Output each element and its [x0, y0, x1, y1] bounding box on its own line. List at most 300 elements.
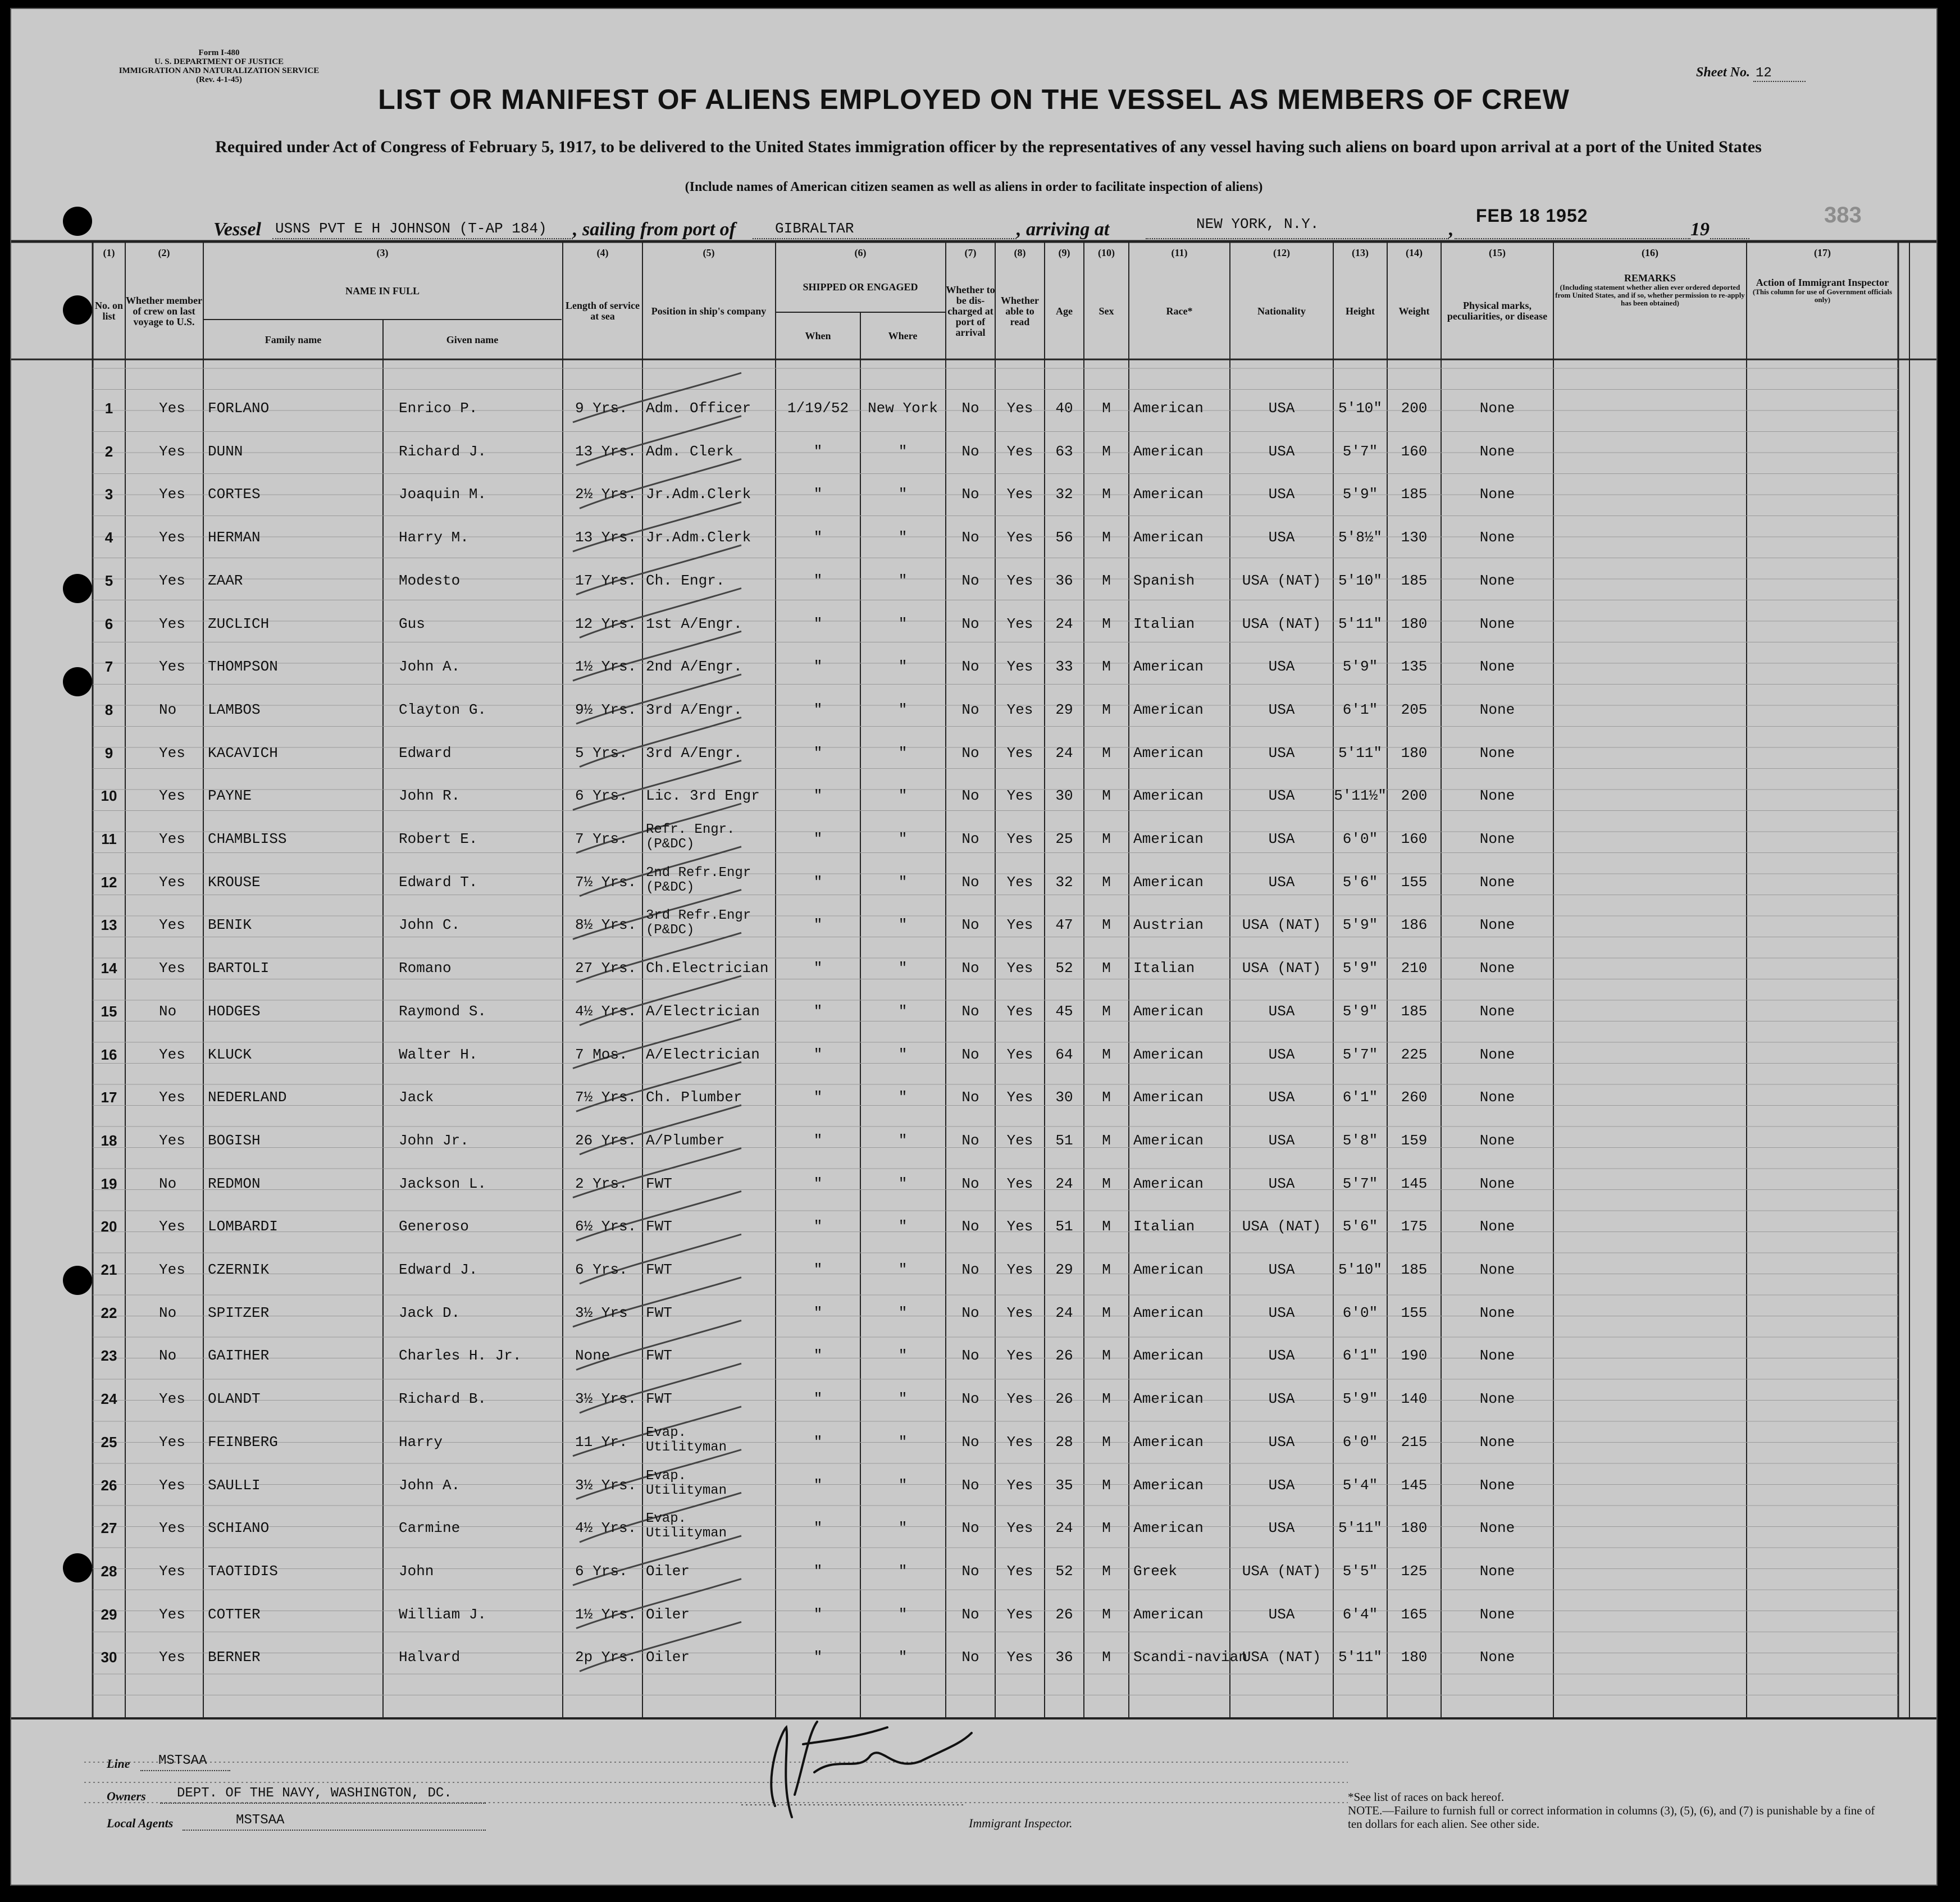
cell-age: 64 — [1055, 1046, 1073, 1063]
header-where: Where — [888, 330, 918, 341]
cell-marks: None — [1479, 529, 1515, 546]
cell-sex: M — [1102, 572, 1111, 589]
cell-nationality: USA — [1268, 529, 1295, 546]
inspector-signature — [741, 1711, 1000, 1823]
cell-height: 6'4" — [1342, 1605, 1378, 1623]
cell-member: Yes — [159, 400, 185, 417]
cell-position: Evap. Utilityman — [646, 1425, 727, 1455]
cell-family: PAYNE — [208, 787, 252, 805]
cell-nationality: USA (NAT) — [1242, 916, 1321, 934]
revision-date: (Rev. 4-1-45) — [196, 75, 242, 84]
header-no-on-list: No. on list — [94, 300, 123, 322]
header-remarks — [1553, 263, 1747, 359]
cell-height: 5'11½" — [1334, 787, 1387, 805]
cell-sex: M — [1102, 873, 1111, 891]
cell-race: Greek — [1133, 1562, 1178, 1580]
cell-discharged: No — [961, 831, 979, 847]
cell-height: 6'0" — [1342, 831, 1378, 847]
column-number: (16) — [1642, 247, 1658, 258]
cell-discharged: No — [961, 1562, 979, 1580]
cell-race: American — [1133, 1605, 1204, 1623]
cell-weight: 165 — [1401, 1605, 1428, 1623]
cell-age: 32 — [1055, 486, 1073, 503]
cell-read: Yes — [1006, 529, 1033, 546]
agents-label: Local Agents — [107, 1816, 174, 1830]
cell-weight: 200 — [1401, 400, 1428, 417]
cell-height: 5'8½" — [1338, 529, 1382, 546]
cell-sex: M — [1102, 1132, 1111, 1149]
cell-marks: None — [1479, 1605, 1515, 1623]
vessel-line: Vessel USNS PVT E H JOHNSON (T-AP 184) , sailing from port of GIBRALTAR , arriving at NEW YORK, N.Y. , 19 — [213, 216, 1842, 244]
cell-sex: M — [1102, 1002, 1111, 1020]
cell-marks: None — [1479, 1261, 1515, 1278]
cell-height: 6'1" — [1342, 701, 1378, 718]
cell-race: Italian — [1133, 960, 1195, 977]
cell-position: Jr.Adm.Clerk — [646, 529, 751, 546]
cell-discharged: No — [961, 572, 979, 589]
cell-nationality: USA — [1268, 1261, 1295, 1278]
department-name: U. S. DEPARTMENT OF JUSTICE — [154, 57, 284, 66]
cell-no: 27 — [101, 1520, 117, 1537]
cell-family: FORLANO — [208, 400, 270, 417]
cell-marks: None — [1479, 787, 1515, 805]
cell-age: 28 — [1055, 1433, 1073, 1451]
header-position: Position in ship's company — [651, 305, 767, 317]
cell-read: Yes — [1006, 1132, 1033, 1149]
column-number: (7) — [964, 247, 977, 258]
cell-service: 12 Yrs. — [575, 615, 637, 632]
cell-member: Yes — [159, 960, 185, 977]
cell-member: Yes — [159, 1605, 185, 1623]
cell-sex: M — [1102, 1261, 1111, 1278]
cell-given: Charles H. Jr. — [399, 1347, 522, 1365]
cell-weight: 185 — [1401, 486, 1428, 503]
cell-height: 5'11" — [1338, 1520, 1382, 1537]
inspector-label: Immigrant Inspector. — [969, 1816, 1073, 1830]
cell-when: " — [813, 1605, 823, 1623]
cell-marks: None — [1479, 1520, 1515, 1537]
cell-family: SAULLI — [208, 1476, 261, 1494]
cell-height: 5'7" — [1342, 1046, 1378, 1063]
cell-when: " — [813, 1046, 823, 1063]
cell-no: 9 — [104, 744, 113, 761]
cell-service: 7 Mos. — [575, 1046, 628, 1063]
cell-age: 47 — [1055, 916, 1073, 934]
header-remarks-title: REMARKS — [1624, 272, 1676, 284]
cell-sex: M — [1102, 1520, 1111, 1537]
cell-when: " — [813, 1562, 823, 1580]
cell-member: Yes — [159, 1261, 185, 1278]
header-sex: Sex — [1098, 305, 1114, 317]
cell-nationality: USA — [1268, 1046, 1295, 1063]
cell-member: Yes — [159, 744, 185, 761]
cell-no: 6 — [104, 615, 113, 632]
cell-read: Yes — [1006, 1605, 1033, 1623]
cell-marks: None — [1479, 1433, 1515, 1451]
arriving-label: , arriving at — [1017, 219, 1110, 240]
cell-where: " — [898, 1605, 908, 1623]
cell-member: Yes — [159, 873, 185, 891]
cell-discharged: No — [961, 658, 979, 676]
cell-when: " — [813, 916, 823, 934]
cell-height: 5'9" — [1342, 486, 1378, 503]
note-text: NOTE.—Failure to furnish full or correct information in columns (3), (5), (6), and (7) is punishable by a fine of ten dollars for each alien. See other side. — [1348, 1804, 1875, 1831]
cell-sex: M — [1102, 960, 1111, 977]
cell-when: " — [813, 744, 823, 761]
cell-service: 6 Yrs. — [575, 1562, 628, 1580]
cell-race: American — [1133, 1175, 1204, 1192]
cell-sex: M — [1102, 1605, 1111, 1623]
cell-discharged: No — [961, 1132, 979, 1149]
cell-read: Yes — [1006, 1520, 1033, 1537]
cell-race: American — [1133, 658, 1204, 676]
cell-weight: 180 — [1401, 744, 1428, 761]
cell-member: Yes — [159, 572, 185, 589]
cell-nationality: USA — [1268, 1132, 1295, 1149]
cell-when: " — [813, 1089, 823, 1106]
cell-service: 6 Yrs. — [575, 1261, 628, 1278]
cell-family: FEINBERG — [208, 1433, 278, 1451]
cell-member: Yes — [159, 1649, 185, 1666]
cell-family: BERNER — [208, 1649, 261, 1666]
cell-service: 26 Yrs. — [575, 1132, 637, 1149]
cell-marks: None — [1479, 916, 1515, 934]
cell-age: 25 — [1055, 831, 1073, 847]
cell-service: 4½ Yrs. — [575, 1002, 637, 1020]
cell-service: None — [575, 1347, 610, 1365]
cell-sex: M — [1102, 1218, 1111, 1235]
stamp-number: 383 — [1824, 203, 1862, 227]
cell-when: " — [813, 1261, 823, 1278]
cell-given: William J. — [399, 1605, 487, 1623]
cell-when: " — [813, 529, 823, 546]
cell-age: 51 — [1055, 1218, 1073, 1235]
cell-when: " — [813, 1347, 823, 1365]
cell-no: 14 — [101, 960, 117, 977]
cell-member: No — [159, 701, 177, 718]
cell-marks: None — [1479, 1390, 1515, 1408]
cell-position: Ch. Engr. — [646, 572, 725, 589]
cell-no: 2 — [104, 443, 113, 460]
cell-member: Yes — [159, 1476, 185, 1494]
column-number: (9) — [1058, 247, 1070, 258]
cell-nationality: USA — [1268, 486, 1295, 503]
cell-nationality: USA (NAT) — [1242, 572, 1321, 589]
include-note: (Include names of American citizen seamen as well as aliens in order to facilitate inspection of aliens) — [685, 180, 1263, 194]
cell-sex: M — [1102, 831, 1111, 847]
cell-marks: None — [1479, 701, 1515, 718]
cell-family: LAMBOS — [208, 701, 261, 718]
cell-position: Refr. Engr. (P&DC) — [646, 822, 735, 852]
cell-when: 1/19/52 — [787, 400, 849, 417]
cell-height: 5'5" — [1342, 1562, 1378, 1580]
cell-service: 7½ Yrs. — [575, 873, 637, 891]
cell-where: " — [898, 1649, 908, 1666]
cell-when: " — [813, 615, 823, 632]
cell-height: 5'11" — [1338, 615, 1382, 632]
cell-where: " — [898, 1046, 908, 1063]
cell-family: OLANDT — [208, 1390, 261, 1408]
cell-read: Yes — [1006, 1304, 1033, 1321]
cell-weight: 215 — [1401, 1433, 1428, 1451]
cell-where: " — [898, 1261, 908, 1278]
cell-race: American — [1133, 1520, 1204, 1537]
cell-race: American — [1133, 873, 1204, 891]
cell-nationality: USA — [1268, 1390, 1295, 1408]
cell-read: Yes — [1006, 787, 1033, 805]
cell-age: 36 — [1055, 572, 1073, 589]
cell-when: " — [813, 960, 823, 977]
cell-weight: 145 — [1401, 1175, 1428, 1192]
cell-where: " — [898, 1520, 908, 1537]
header-remarks-note: (Including statement whether alien ever ordered deported from United States, and if so, whether permission to re-apply has been obtained) — [1555, 283, 1745, 307]
cell-nationality: USA — [1268, 831, 1295, 847]
cell-read: Yes — [1006, 1261, 1033, 1278]
cell-marks: None — [1479, 443, 1515, 460]
cell-race: Scandi-navian — [1133, 1649, 1247, 1666]
cell-service: 2p Yrs. — [575, 1649, 637, 1666]
cell-weight: 200 — [1401, 787, 1428, 805]
cell-service: 9½ Yrs. — [575, 701, 637, 718]
cell-weight: 180 — [1401, 1649, 1428, 1666]
cell-nationality: USA — [1268, 1304, 1295, 1321]
cell-member: Yes — [159, 1089, 185, 1106]
cell-discharged: No — [961, 443, 979, 460]
cell-member: Yes — [159, 1562, 185, 1580]
cell-marks: None — [1479, 1218, 1515, 1235]
cell-member: No — [159, 1175, 177, 1192]
note-races: *See list of races on back hereof. — [1348, 1790, 1505, 1804]
cell-age: 52 — [1055, 960, 1073, 977]
cell-position: FWT — [646, 1347, 672, 1365]
cell-height: 5'8" — [1342, 1132, 1378, 1149]
cell-read: Yes — [1006, 443, 1033, 460]
cell-marks: None — [1479, 1304, 1515, 1321]
cell-age: 24 — [1055, 744, 1073, 761]
cell-where: " — [898, 443, 908, 460]
cell-nationality: USA — [1268, 787, 1295, 805]
cell-no: 16 — [101, 1046, 117, 1063]
cell-family: CORTES — [208, 486, 261, 503]
cell-age: 36 — [1055, 1649, 1073, 1666]
cell-when: " — [813, 658, 823, 676]
cell-given: John R. — [399, 787, 461, 805]
cell-race: American — [1133, 486, 1204, 503]
column-number: (17) — [1814, 247, 1831, 258]
cell-race: American — [1133, 1476, 1204, 1494]
cell-where: " — [898, 744, 908, 761]
cell-nationality: USA (NAT) — [1242, 960, 1321, 977]
cell-nationality: USA (NAT) — [1242, 615, 1321, 632]
cell-member: Yes — [159, 916, 185, 934]
cell-no: 13 — [101, 916, 117, 934]
cell-discharged: No — [961, 1433, 979, 1451]
cell-given: Edward T. — [399, 873, 478, 891]
cell-service: 7½ Yrs. — [575, 1089, 637, 1106]
cell-no: 24 — [101, 1390, 117, 1408]
cell-when: " — [813, 1433, 823, 1451]
header-given-name: Given name — [446, 334, 499, 345]
cell-height: 5'11" — [1338, 744, 1382, 761]
column-number: (8) — [1014, 247, 1026, 258]
cell-sex: M — [1102, 916, 1111, 934]
cell-discharged: No — [961, 1390, 979, 1408]
cell-sex: M — [1102, 744, 1111, 761]
cell-height: 5'10" — [1338, 572, 1382, 589]
cell-service: 1½ Yrs. — [575, 658, 637, 676]
cell-given: Jackson L. — [399, 1175, 487, 1192]
cell-race: American — [1133, 1347, 1204, 1365]
cell-when: " — [813, 1002, 823, 1020]
cell-race: American — [1133, 701, 1204, 718]
cell-position: Lic. 3rd Engr — [646, 787, 760, 805]
cell-race: American — [1133, 1433, 1204, 1451]
cell-race: Austrian — [1133, 916, 1204, 934]
cell-weight: 185 — [1401, 1002, 1428, 1020]
cell-given: John C. — [399, 916, 461, 934]
cell-given: Harry M. — [399, 529, 469, 546]
cell-member: No — [159, 1347, 177, 1365]
cell-weight: 145 — [1401, 1476, 1428, 1494]
cell-sex: M — [1102, 1476, 1111, 1494]
cell-when: " — [813, 831, 823, 847]
cell-given: Joaquin M. — [399, 486, 487, 503]
cell-sex: M — [1102, 443, 1111, 460]
cell-discharged: No — [961, 1261, 979, 1278]
cell-when: " — [813, 1304, 823, 1321]
cell-given: Harry — [399, 1433, 443, 1451]
cell-age: 45 — [1055, 1002, 1073, 1020]
cell-race: American — [1133, 443, 1204, 460]
cell-weight: 160 — [1401, 831, 1428, 847]
cell-age: 56 — [1055, 529, 1073, 546]
manifest-sheet — [10, 8, 1938, 1886]
form-number: Form I-480 — [198, 48, 240, 57]
cell-where: " — [898, 916, 908, 934]
cell-given: John A. — [399, 1476, 461, 1494]
cell-marks: None — [1479, 744, 1515, 761]
cell-position: 3rd A/Engr. — [646, 744, 742, 761]
cell-height: 5'6" — [1342, 873, 1378, 891]
cell-no: 30 — [101, 1649, 117, 1666]
cell-family: BENIK — [208, 916, 252, 934]
cell-height: 5'9" — [1342, 960, 1378, 977]
cell-read: Yes — [1006, 960, 1033, 977]
column-number: (4) — [596, 247, 609, 258]
cell-race: American — [1133, 1046, 1204, 1063]
cell-service: 13 Yrs. — [575, 443, 637, 460]
cell-age: 24 — [1055, 1520, 1073, 1537]
cell-discharged: No — [961, 1304, 979, 1321]
cell-age: 24 — [1055, 1304, 1073, 1321]
cell-nationality: USA (NAT) — [1242, 1562, 1321, 1580]
cell-position: 3rd A/Engr. — [646, 701, 742, 718]
cell-position: Oiler — [646, 1649, 690, 1666]
cell-age: 63 — [1055, 443, 1073, 460]
agents-value: MSTSAA — [236, 1813, 285, 1828]
cell-age: 30 — [1055, 1089, 1073, 1106]
cell-member: Yes — [159, 1218, 185, 1235]
cell-no: 5 — [104, 572, 113, 589]
cell-member: Yes — [159, 529, 185, 546]
cell-discharged: No — [961, 486, 979, 503]
cell-read: Yes — [1006, 1089, 1033, 1106]
cell-when: " — [813, 787, 823, 805]
cell-discharged: No — [961, 1347, 979, 1365]
column-number: (10) — [1098, 247, 1115, 258]
cell-sex: M — [1102, 1433, 1111, 1451]
cell-no: 26 — [101, 1476, 117, 1494]
cell-where: " — [898, 529, 908, 546]
cell-sex: M — [1102, 1562, 1111, 1580]
page-subtitle: Required under Act of Congress of February 5, 1917, to be delivered to the United States immigration officer by the representatives of any vessel having such aliens on board upon arrival at a port of the United States — [215, 138, 1762, 156]
cell-weight: 160 — [1401, 443, 1428, 460]
cell-where: " — [898, 1390, 908, 1408]
cell-marks: None — [1479, 572, 1515, 589]
cell-service: 2½ Yrs. — [575, 486, 637, 503]
header-when: When — [805, 330, 831, 341]
cell-given: Generoso — [399, 1218, 469, 1235]
column-number: (5) — [703, 247, 715, 258]
cell-family: KACAVICH — [208, 744, 278, 761]
cell-position: FWT — [646, 1175, 672, 1192]
cell-where: " — [898, 1304, 908, 1321]
cell-when: " — [813, 873, 823, 891]
cell-discharged: No — [961, 701, 979, 718]
cell-marks: None — [1479, 1132, 1515, 1149]
cell-when: " — [813, 572, 823, 589]
cell-age: 51 — [1055, 1132, 1073, 1149]
cell-member: Yes — [159, 658, 185, 676]
footer-notes — [1348, 1790, 1887, 1831]
cell-read: Yes — [1006, 1476, 1033, 1494]
cell-read: Yes — [1006, 1218, 1033, 1235]
cell-marks: None — [1479, 1347, 1515, 1365]
cell-age: 26 — [1055, 1605, 1073, 1623]
header-nationality: Nationality — [1257, 305, 1306, 317]
cell-marks: None — [1479, 1649, 1515, 1666]
cell-nationality: USA — [1268, 1002, 1295, 1020]
cell-where: " — [898, 1218, 908, 1235]
cell-marks: None — [1479, 658, 1515, 676]
cell-family: KROUSE — [208, 873, 261, 891]
cell-member: Yes — [159, 443, 185, 460]
cell-given: Romano — [399, 960, 452, 977]
cell-nationality: USA (NAT) — [1242, 1649, 1321, 1666]
cell-weight: 130 — [1401, 529, 1428, 546]
cell-where: " — [898, 572, 908, 589]
cell-read: Yes — [1006, 1175, 1033, 1192]
cell-position: Evap. Utilityman — [646, 1468, 727, 1498]
cell-member: Yes — [159, 1520, 185, 1537]
cell-discharged: No — [961, 615, 979, 632]
cell-position: Oiler — [646, 1605, 690, 1623]
cell-age: 26 — [1055, 1347, 1073, 1365]
cell-no: 17 — [101, 1089, 117, 1106]
cell-weight: 185 — [1401, 572, 1428, 589]
cell-nationality: USA — [1268, 1089, 1295, 1106]
cell-position: Jr.Adm.Clerk — [646, 486, 751, 503]
cell-sex: M — [1102, 615, 1111, 632]
cell-marks: None — [1479, 1476, 1515, 1494]
line-value: MSTSAA — [158, 1753, 207, 1768]
cell-member: Yes — [159, 831, 185, 847]
cell-position: Adm. Officer — [646, 400, 751, 417]
cell-age: 35 — [1055, 1476, 1073, 1494]
cell-marks: None — [1479, 1046, 1515, 1063]
header-name-in-full: NAME IN FULL — [345, 285, 420, 297]
cell-read: Yes — [1006, 1347, 1033, 1365]
